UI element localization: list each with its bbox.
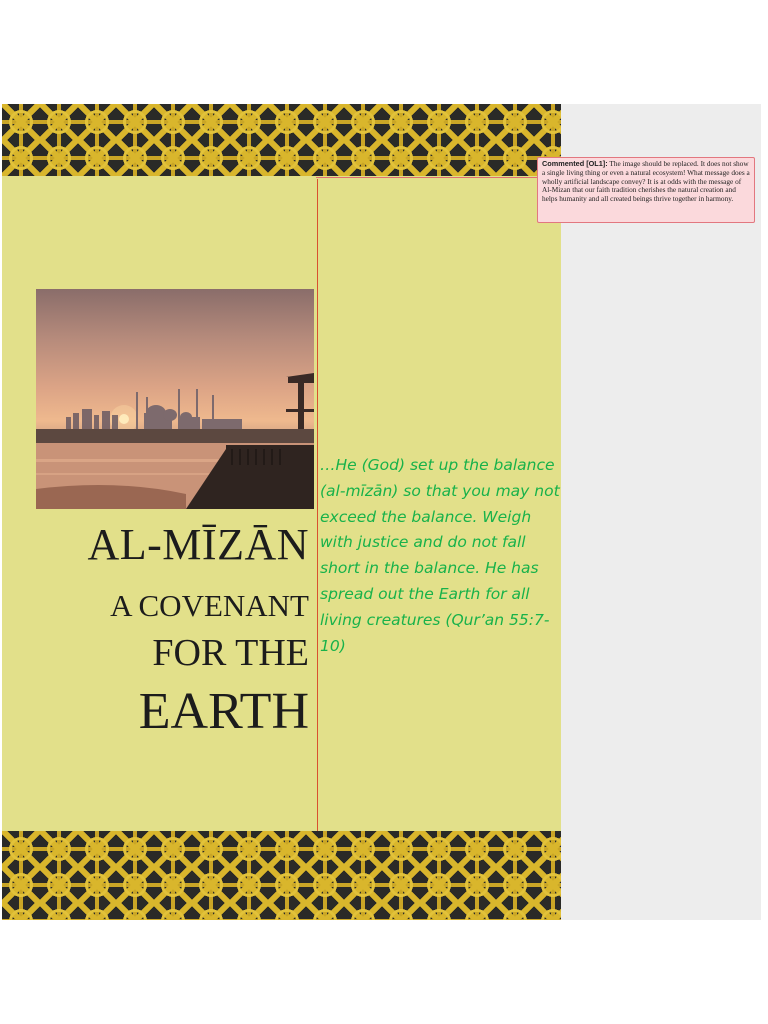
column-divider-line (317, 179, 318, 831)
comment-author: Commented [OL1]: (542, 159, 608, 168)
subtitle-line-3: EARTH (138, 683, 309, 740)
subtitle-line-2: FOR THE (152, 632, 309, 674)
sunset-skyline-image (36, 289, 314, 509)
cover-page (2, 104, 561, 920)
bottom-ornamental-border (2, 831, 561, 920)
comment-text: The image should be replaced. It does not show a single living thing or even a natural ecosystem! What message does a wholly artificial landscape convey? It is at odds with the message of Al-Mizan that our faith tradition cherishes the natural creation and helps humanity and all created beings thrive together in harmony. (542, 159, 750, 204)
cover-title: AL-MĪZĀN (87, 520, 309, 569)
top-ornamental-border (2, 104, 561, 176)
comment-connector-line (316, 177, 538, 178)
comment-pane (561, 104, 761, 920)
subtitle-line-1: A COVENANT (110, 588, 309, 623)
cover-photo[interactable] (36, 289, 314, 509)
quran-quote: …He (God) set up the balance (al-mīzān) so that you may not exceed the balance. Weigh with justice and do not fall short in the balance. He has spread out the Earth for all living creatures (Qur’an 55:7-10) (320, 456, 560, 655)
review-comment[interactable] (537, 157, 755, 223)
